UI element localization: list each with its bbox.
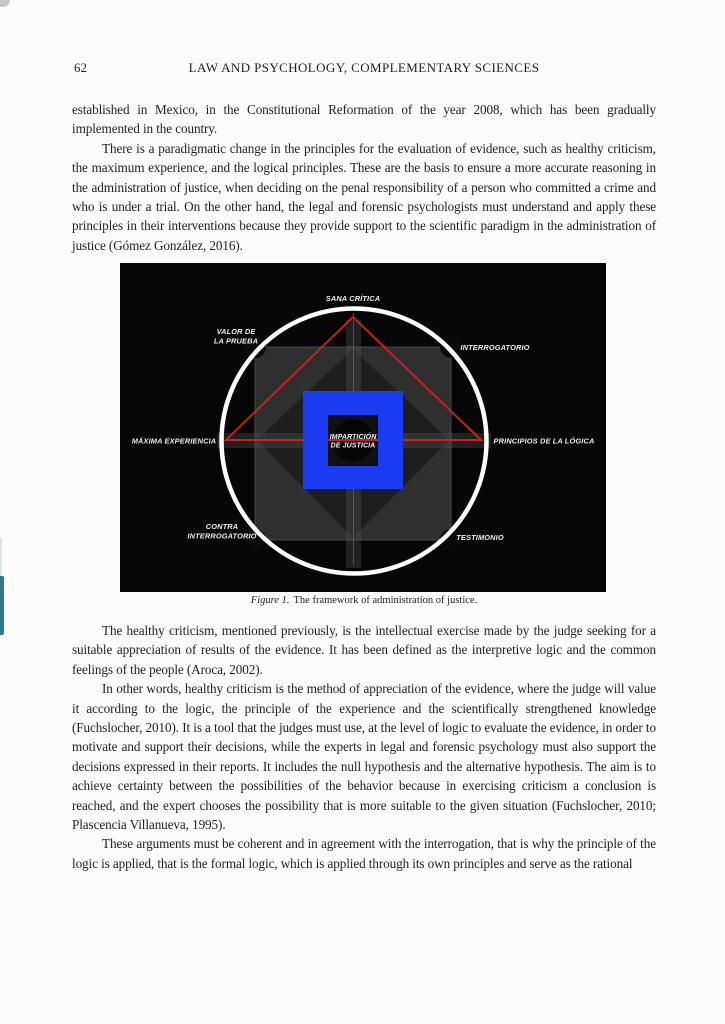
paragraph-2: There is a paradigmatic change in the principles for the evaluation of evidence, such as healthy criticism, the maximum experience, and the logical principles. These are the basis to ensure a more accurate reasoning in the administration of justice, when deciding on the penal responsibility of a person who committed a crime and who is under a trial. On the other hand, the legal and forensic psychologists must understand and apply these principles in their interventions because they provide support to the scientific paradigm in the administration of justice (Gómez González, 2016).: [72, 140, 656, 253]
label-sana-critica: SANA CRÍTICA: [325, 294, 381, 303]
paragraph-3: The healthy criticism, mentioned previously, is the intellectual exercise made by the judge seeking for a suitable appreciation of results of the evidence. It has been defined as the interpretive logic and the common feelings of the people (Aroca, 2002).: [72, 623, 656, 677]
scan-corner-artifact: [0, 0, 10, 7]
corner-dot-top-right: [440, 336, 462, 358]
label-valor-de-la-prueba-line1: VALOR DE: [216, 327, 256, 336]
scrollbar-thumb[interactable]: [0, 576, 4, 635]
paragraph-1: established in Mexico, in the Constitutional Reformation of the year 2008, which has been gradually implemented in the country.: [72, 102, 656, 137]
label-contra-interrogatorio-line1: CONTRA: [205, 522, 239, 531]
body-text-upper: [72, 100, 656, 255]
label-maxima-experiencia: MÁXIMA EXPERIENCIA: [131, 436, 217, 446]
center-label-line1: IMPARTICIÓN: [329, 434, 377, 441]
label-contra-interrogatorio-line2: INTERROGATORIO: [187, 531, 257, 541]
label-principios-de-la-logica: PRINCIPIOS DE LA LÓGICA: [493, 436, 595, 446]
figure-1: [120, 263, 606, 592]
page-header: [72, 60, 656, 80]
label-valor-de-la-prueba-line2: LA PRUEBA: [213, 336, 259, 346]
label-testimonio: TESTIMONIO: [456, 533, 504, 542]
page-edge-mark: [0, 538, 2, 576]
body-text-lower: [72, 621, 656, 873]
page-number: 62: [74, 60, 87, 75]
center-label-line2: DE JUSTICIA: [330, 442, 376, 450]
figure-caption: [72, 595, 656, 606]
label-interrogatorio: INTERROGATORIO: [460, 343, 530, 352]
paragraph-5: These arguments must be coherent and in agreement with the interrogation, that is why the principle of the logic is applied, that is the formal logic, which is applied through its own principles and serve as the rational: [72, 836, 656, 871]
figure-caption-text: The framework of administration of justice.: [293, 595, 478, 606]
figure-caption-label: Figure 1.: [250, 595, 290, 606]
paragraph-4: In other words, healthy criticism is the method of appreciation of the evidence, where the judge will value it according to the logic, the principle of the experience and the scientifically strengthened knowledge (Fuchslocher, 2010). It is a tool that the judges must use, at the level of logic to evaluate the evidence, in order to motivate and support their decisions, while the experts in legal and forensic psychology must also support the decisions expressed in their reports. It includes the null hypothesis and the alternative hypothesis. The aim is to achieve certainty between the possibilities of the behavior because in exercising criticism a conclusion is reached, and the expert chooses the possibility that is more suitable to the given situation (Fuchslocher, 2010; Plascencia Villanueva, 1995).: [72, 681, 656, 833]
running-head: LAW AND PSYCHOLOGY, COMPLEMENTARY SCIENCES: [188, 60, 540, 75]
